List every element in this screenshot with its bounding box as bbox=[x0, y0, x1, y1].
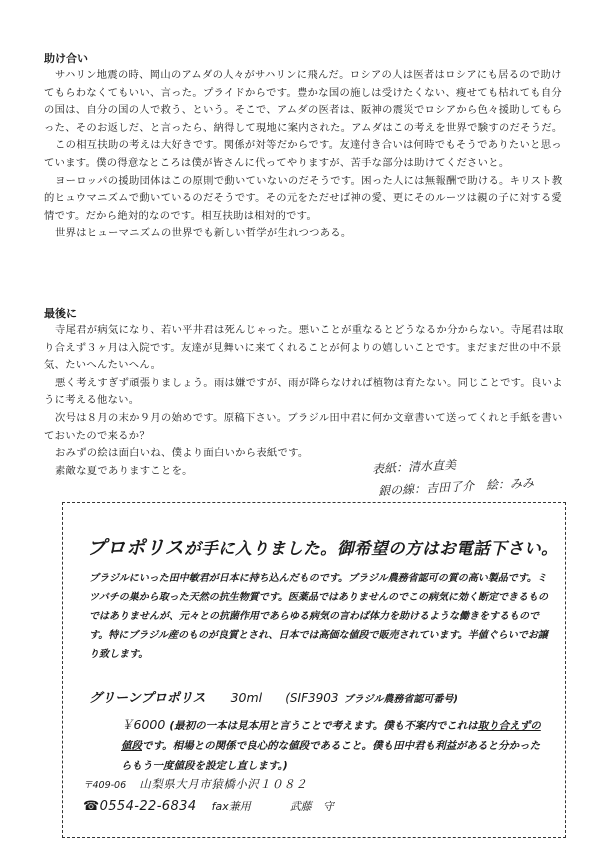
price-text: です。相場との関係で良心的な値段であること。僕も田中君も利益があると分かったらもう一度値段を設定し直します。) bbox=[121, 740, 541, 772]
contact-line bbox=[83, 795, 334, 814]
paragraph: おみずの絵は面白いね、僕より面白いから表紙です。 bbox=[55, 447, 309, 460]
fax-note: fax兼用 bbox=[211, 800, 251, 813]
product-registration: ブラジル農務省認可番号) bbox=[343, 694, 458, 705]
ad-body: ブラジルにいった田中敏君が日本に持ち込んだものです。ブラジル農務省認可の質の高い製品です。ミツバチの巣から取った天然の抗生物質です。医薬品ではありませんのでこの病気に効く断定できるものではありませんが、元々との抗菌作用であらゆる病気の言わば体力を助けるような働きをするものです。特にブラジル産のものが良質とされ、日本では高価な値段で販売されています。半値ぐらいでお譲り致します。 bbox=[89, 573, 548, 660]
paragraph: 世界はヒューマニズムの世界でも新しい哲学が生れつつある。 bbox=[55, 227, 352, 240]
phone-number: ☎0554-22-6834 bbox=[83, 799, 197, 814]
ad-title-text: が手に入りました。御希望の方はお電話下さい。 bbox=[184, 539, 559, 558]
product-line bbox=[89, 687, 458, 706]
ad-title-product: プロポリス bbox=[87, 537, 185, 559]
section-finally bbox=[44, 305, 570, 480]
section-mutual-aid bbox=[44, 50, 570, 243]
paragraph: 悪く考えすぎず頑張りましょう。雨は嫌ですが、雨が降らなければ植物は育たない。同じことです。良いように考える他ない。 bbox=[44, 376, 563, 407]
price-value: ￥6000 bbox=[121, 717, 166, 732]
paragraph: サハリン地震の時、岡山のアムダの人々がサハリンに飛んだ。ロシアの人は医者はロシアにも居るので助けてもらわなくてもいい、言った。プライドからです。豊かな国の施しは受けたくない、痩せても枯れても自分の国は、自分の国の人で救う、という。そこで、アムダの医者は、阪神の震災でロシアから色々援助してもらった、そのお返しだ、と言ったら、納得して現地に案内された。アムダはこの考えを世界で験すのだそうだ。 bbox=[44, 69, 563, 134]
contact-name: 武藤 守 bbox=[289, 800, 334, 813]
paragraph: 次号は８月の末か９月の始めです。原稿下さい。ブラジル田中君に何か文章書いて送ってくれと手紙を書いておいたので来るか？ bbox=[44, 411, 563, 442]
handwritten-credit-illustration: 銀の線：吉田了介 絵：みみ bbox=[377, 475, 535, 499]
paragraph: 寺尾君が病気になり、若い平井君は死んじゃった。悪いことが重なるとどうなるか分からない。寺尾君は取り合えず３ヶ月は入院です。友達が見舞いに来てくれることが何よりの嬉しいことです。まだまだ世の中不景気、たいへんたいへん。 bbox=[44, 324, 564, 372]
address: 山梨県大月市猿橋小沢１０８２ bbox=[139, 777, 308, 791]
address-line bbox=[83, 773, 307, 792]
paragraph: ヨーロッパの援助団体はこの原則で動いていないのだそうです。困った人には無報酬で助ける。キリスト教的ヒュウマニズムで動いているのだそうです。その元をただせば神の愛、更にそのルーツは親の子に対する愛情です。だから絶対的なのです。相互扶助は相対的です。 bbox=[44, 174, 563, 222]
propolis-ad-box bbox=[62, 502, 566, 838]
product-volume: 30ml bbox=[230, 690, 263, 705]
handwritten-credit-cover: 表紙：清水直美 bbox=[371, 457, 457, 477]
product-code: (SIF3903 bbox=[285, 691, 339, 705]
postal-code: 〒409-06 bbox=[83, 780, 127, 791]
ad-title bbox=[87, 533, 558, 560]
price-text-underlined: 取り合えずの値段 bbox=[121, 720, 541, 752]
product-name: グリーンプロポリス bbox=[89, 691, 206, 706]
paragraph: 素敵な夏でありますことを。 bbox=[55, 464, 193, 477]
price-note bbox=[121, 715, 549, 776]
section-heading: 最後に bbox=[44, 307, 77, 320]
paragraph: この相互扶助の考えは大好きです。関係が対等だからです。友達付き合いは何時でもそうでありたいと思っています。僕の得意なところは僕が皆さんに代ってやりますが、苦手な部分は助けてくださいと。 bbox=[44, 139, 562, 169]
section-heading: 助け合い bbox=[44, 52, 88, 65]
price-text: (最初の一本は見本用と言うことで考えます。僕も不案内でこれは bbox=[169, 720, 478, 732]
